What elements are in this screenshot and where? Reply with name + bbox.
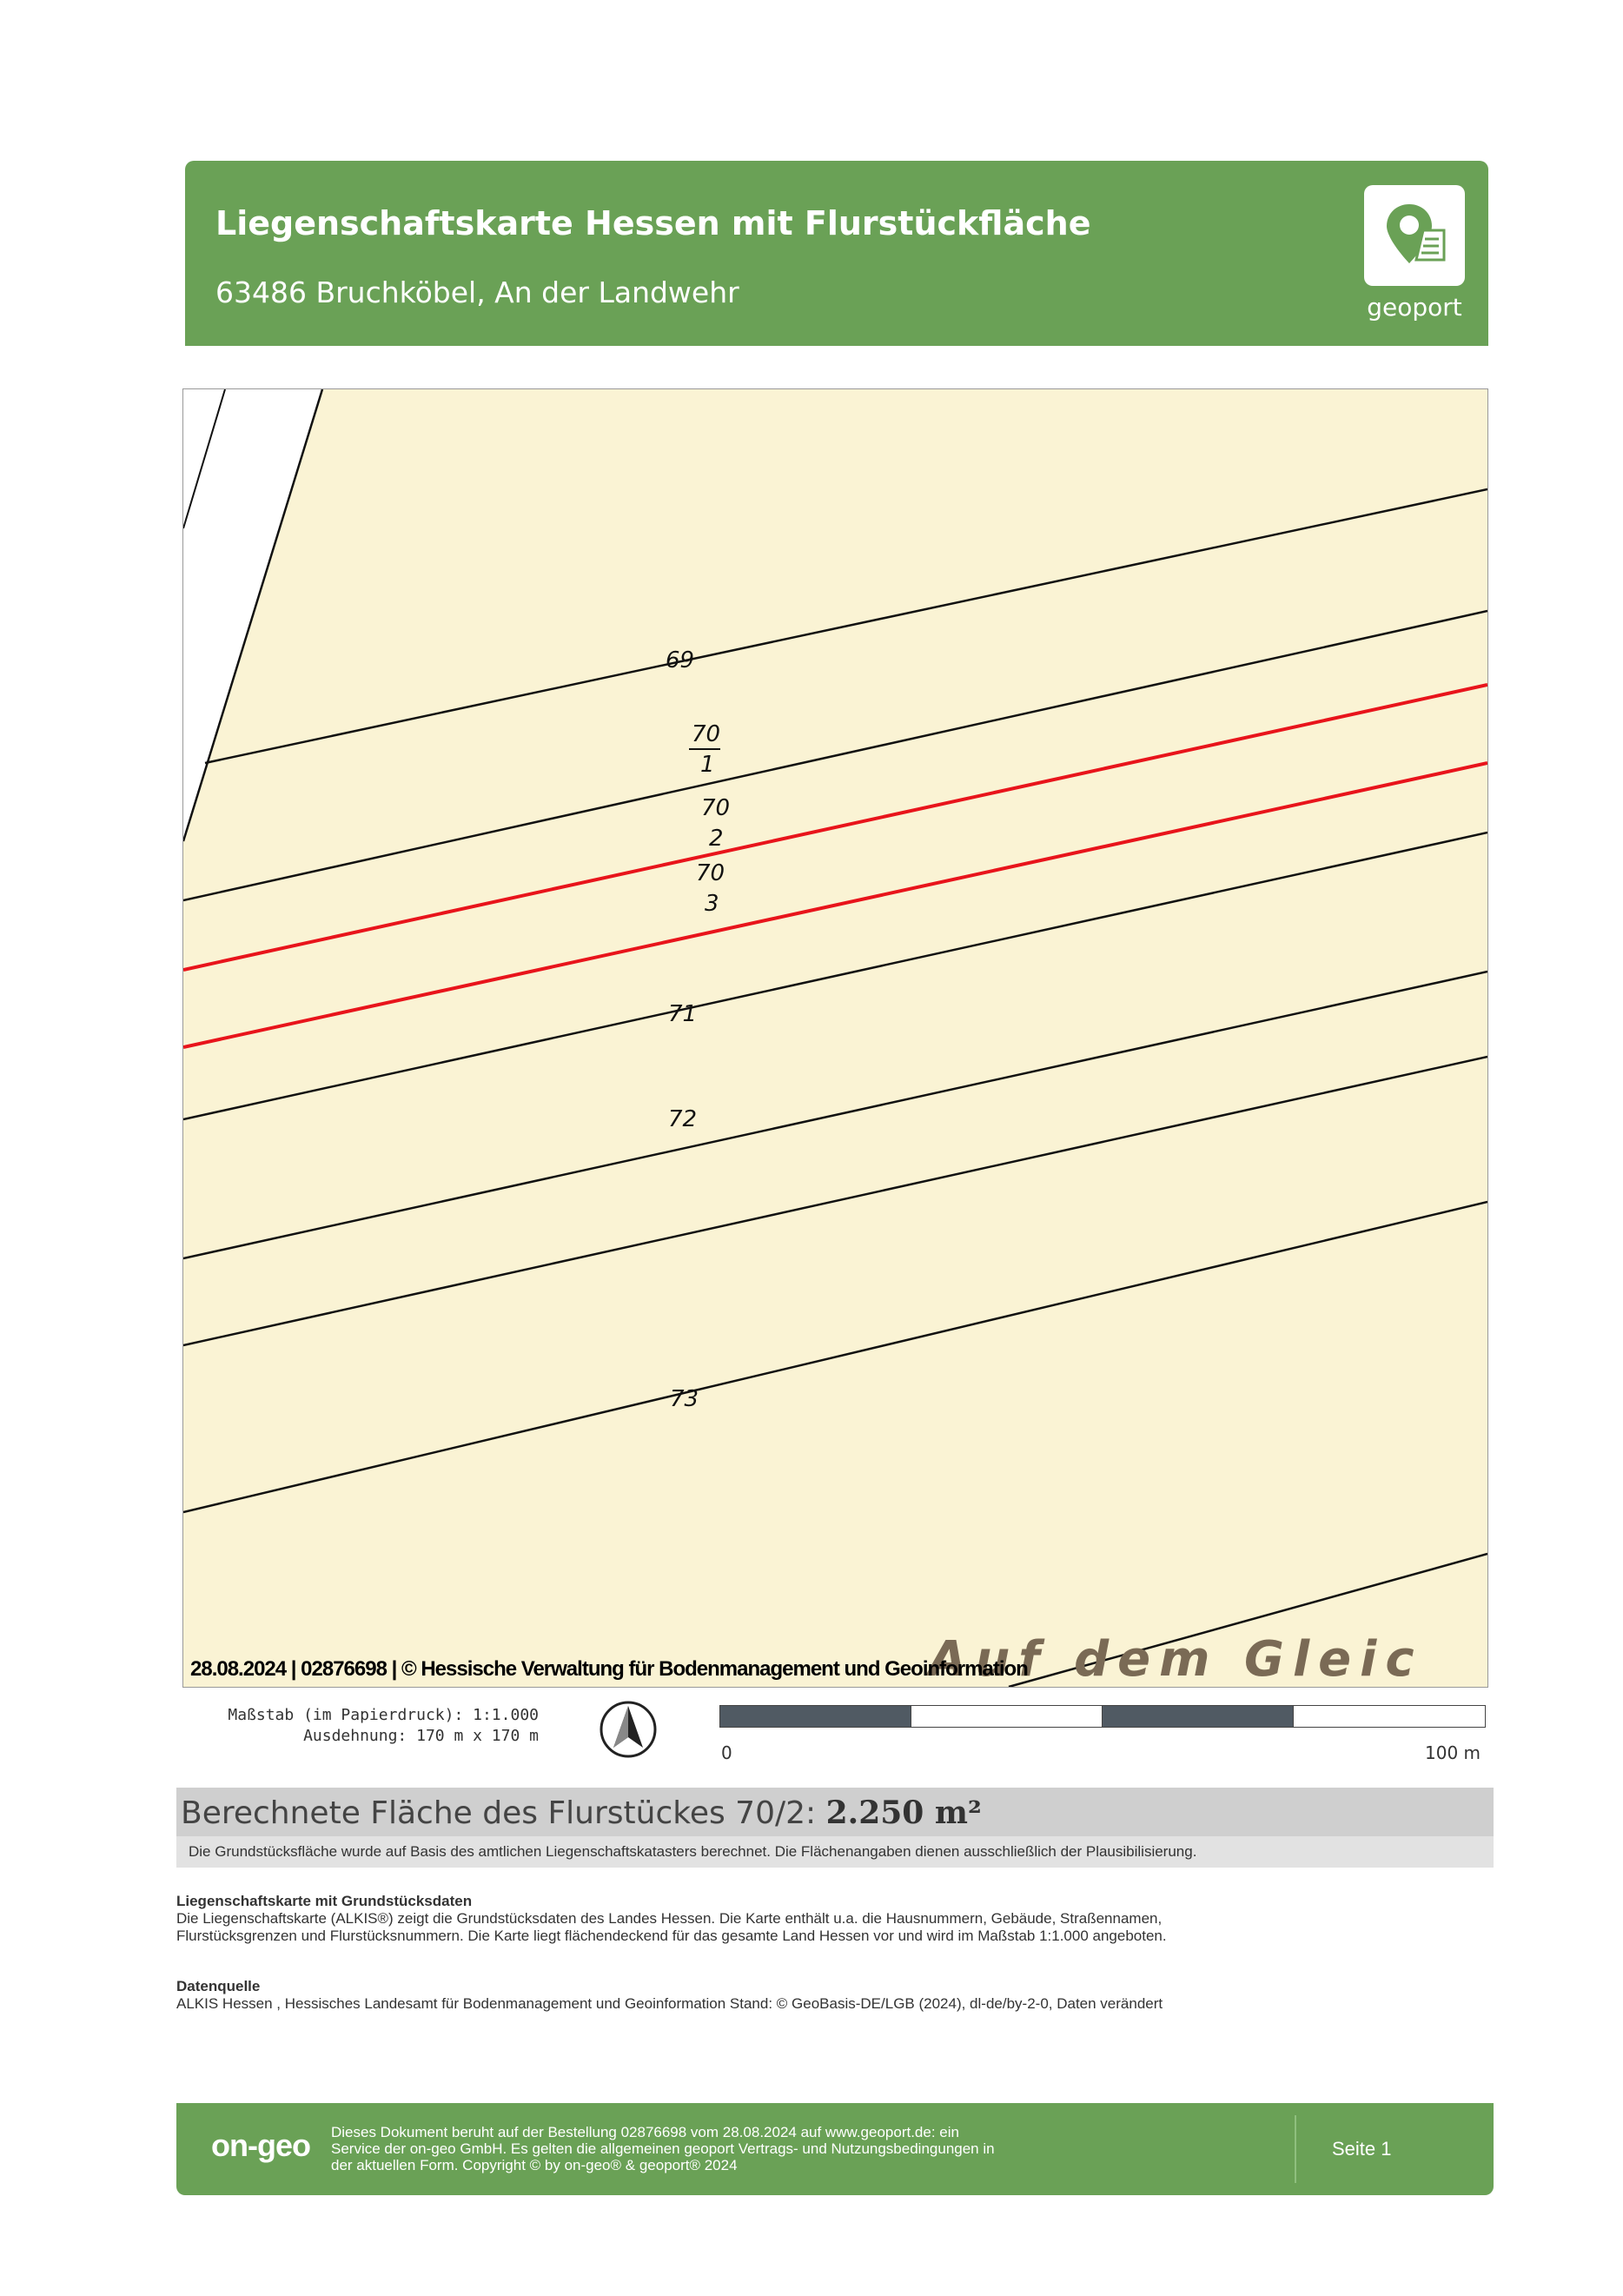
parcel-label-73: 73: [670, 1386, 699, 1412]
parcel-label-70-3-den: 3: [705, 891, 719, 917]
map-pin-icon: [1364, 185, 1465, 286]
map-extent: Ausdehnung: 170 m x 170 m: [303, 1727, 539, 1745]
notice-line: der aktuellen Form. Copyright © by on-geo® & geoport® 2024: [331, 2157, 738, 2173]
on-geo-logo: on-geo: [211, 2127, 310, 2163]
scale-info: [209, 1705, 539, 1747]
geoport-logo: [1364, 185, 1465, 286]
scale-ratio: Maßstab (im Papierdruck): 1:1.000: [228, 1706, 539, 1724]
info-text: Die Liegenschaftskarte (ALKIS®) zeigt die Grundstücksdaten des Landes Hessen. Die Karte enthält u.a. die Hausnummern, Gebäude, Straßennamen,: [176, 1910, 1163, 1927]
notice-line: Service der on-geo GmbH. Es gelten die allgemeinen geoport Vertrags- und Nutzungsbedingungen in: [331, 2140, 995, 2157]
area-result-band: [176, 1788, 1494, 1836]
footer-notice: [331, 2124, 1243, 2173]
page-title: Liegenschaftskarte Hessen mit Flurstückfläche: [215, 204, 1091, 242]
scale-bar-end-label: 100 m: [1425, 1742, 1481, 1763]
info-section-source: [176, 1978, 1497, 2013]
parcel-label-70-3-num: 70: [696, 860, 725, 886]
info-text: Flurstücksgrenzen und Flurstücksnummern. Die Karte liegt flächendeckend für das gesamte Land Hessen vor und wird im Maßstab 1:1.000 angeboten.: [176, 1928, 1167, 1944]
footer-divider: [1295, 2115, 1296, 2183]
area-value: 2.250 m²: [825, 1795, 982, 1831]
parcel-label-70-1-num: 70: [692, 721, 721, 747]
street-label: Auf dem Gleic: [929, 1631, 1423, 1687]
info-text: ALKIS Hessen , Hessisches Landesamt für Bodenmanagement und Geoinformation Stand: © GeoBasis-DE/LGB (2024), dl-de/by-2-0, Daten verändert: [176, 1995, 1163, 2012]
scale-bar-segment: [911, 1705, 1103, 1728]
header-banner: [185, 161, 1488, 346]
area-note: Die Grundstücksfläche wurde auf Basis des amtlichen Liegenschaftskatasters berechnet. Die Flächenangaben dienen ausschließlich der Plausibilisierung.: [176, 1836, 1494, 1868]
parcel-label-72: 72: [668, 1106, 698, 1132]
parcel-label-70-2-num: 70: [701, 795, 731, 821]
info-heading: Datenquelle: [176, 1978, 261, 1994]
north-arrow-icon: [598, 1699, 659, 1760]
parcel-label-70-2-den: 2: [709, 826, 724, 852]
map-canvas: [183, 389, 1487, 1687]
scale-bar-segment: [719, 1705, 911, 1728]
map-credit: 28.08.2024 | 02876698 | © Hessische Verwaltung für Bodenmanagement und Geoinformation: [190, 1657, 1028, 1681]
parcel-label-71: 71: [668, 1001, 698, 1027]
notice-line: Dieses Dokument beruht auf der Bestellung 02876698 vom 28.08.2024 auf www.geoport.de: ein: [331, 2124, 959, 2140]
address-subtitle: 63486 Bruchköbel, An der Landwehr: [215, 275, 739, 309]
scale-bar: [719, 1705, 1486, 1728]
scale-bar-segment: [1102, 1705, 1294, 1728]
area-label: Berechnete Fläche des Flurstückes 70/2:: [181, 1795, 817, 1831]
scale-bar-start-label: 0: [721, 1742, 732, 1763]
parcel-label-69: 69: [666, 647, 695, 674]
geoport-logo-text: geoport: [1367, 293, 1462, 322]
info-section-map: [176, 1893, 1497, 1945]
map-background: [183, 389, 1487, 1687]
page-number: Seite 1: [1332, 2138, 1392, 2160]
cadastral-map[interactable]: [182, 388, 1488, 1688]
area-result-text: [181, 1795, 982, 1831]
footer-banner: [176, 2103, 1494, 2195]
parcel-label-70-1-den: 1: [700, 752, 715, 778]
scale-bar-segment: [1293, 1705, 1486, 1728]
info-heading: Liegenschaftskarte mit Grundstücksdaten: [176, 1893, 473, 1909]
